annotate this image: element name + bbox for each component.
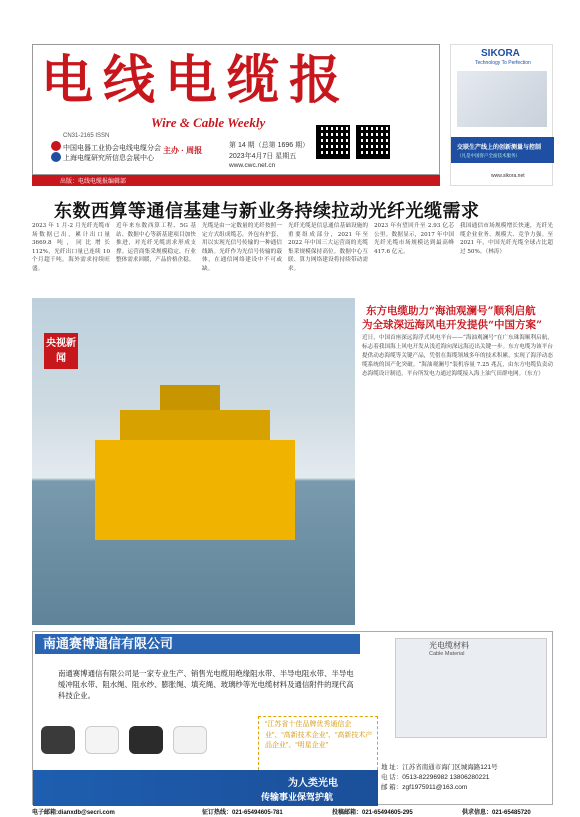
footer: [32, 807, 553, 817]
footer-supply: 供求信息：021-65485720: [462, 810, 531, 816]
article-column-6: 我国通信市场规模增长快速，光纤光缆企业业务、规模大、竞争力强。至 2021 年，中国光纤光缆全球占比超过 50%。（林涛）: [460, 223, 553, 255]
ad-address: 地 址：江苏省南通市海门区城海路121号: [381, 764, 498, 771]
article-column-2: 近年来东数西算工程、5G 基站、数据中心等新基建项目加快推进，对光纤光缆需求形成支撑。运营商集采规模稳定，行业整体需求回暖，产品价格企稳。: [116, 223, 196, 264]
lead-headline: 东数西算等通信基建与新业务持续拉动光纤光缆需求: [54, 201, 480, 222]
ad-contact: [381, 763, 498, 793]
sikora-logo: SIKORA: [481, 48, 520, 59]
ad-description: 南通赛博通信有限公司是一家专业生产、销售光电缆用绝缘阻水带、半导电阻水带、半导电缓冲阻水带、阻水绳、阻水纱、膨胀绳、填充绳、玻璃纱等光电缆材料及通信附件的现代高科技企业。: [58, 669, 354, 700]
ad-phone: 电 话：0513-82296982 13806280221: [381, 774, 490, 781]
sikora-subline: （凡是中国客户全面技术服务）: [457, 153, 520, 158]
publication-type: 主办 · 周报: [163, 146, 203, 155]
product-image: [41, 726, 75, 754]
article-column-3: 光缆是由一定数量的光纤按照一定方式组成缆芯，外包有护套，用以实现光信号传输的一种通信线路。光纤作为光信号传输的载体，在通信网络建设中不可或缺。: [202, 223, 282, 272]
org-seal-icon: [51, 141, 61, 151]
website-link[interactable]: www.cwc.net.cn: [229, 162, 276, 169]
qr-code-icon-2: [356, 125, 390, 159]
footer-submission: 投稿邮箱：021-65494605-295: [332, 810, 413, 816]
cable-material-title: 光电缆材料: [429, 641, 469, 650]
product-label: 半导电阻水带: [37, 758, 68, 764]
newspaper-logo: 电线电缆报: [41, 50, 352, 111]
sikora-product-image: [457, 71, 547, 127]
issn: CN31-2165 ISSN: [63, 133, 110, 139]
product-label: 半导电阻水带: [129, 758, 160, 764]
issue-number: 第 14 期（总第 1696 期）: [229, 142, 310, 149]
ad-honors: “江苏省十佳品牌优秀通信企业”、“高新技术企业”、“高新技术产品企业”、“明星企业”: [265, 721, 373, 749]
issue-date: 2023年4月7日 星期五: [229, 153, 297, 160]
article-column-4: 光纤光缆是信息通信基础设施的重要组成部分，2021 年至 2022 年中国三大运营商的光缆集采规模保持高位。数据中心互联、算力网络建设将持续带动需求。: [288, 223, 368, 272]
ad-slogan-1: 为人类光电: [288, 778, 338, 789]
article-column-5: 2023 年有望回升至 2.93 亿芯公里。数据显示，2017 年中国光纤光缆市场规模达到最高峰 417.6 亿元。: [374, 223, 454, 255]
product-label: 阻水纱: [179, 758, 195, 764]
sikora-website[interactable]: www.sikora.net: [491, 173, 525, 179]
story-body: 近日，中国首座深远海浮式风电平台——“海油观澜号”在广东珠海顺利启航，标志着我国海上风电开发从浅近海向深远海迈出关键一步。东方电缆为该平台提供动态海缆等关键产品，凭借在海缆领域多年的技术积累，实现了海洋动态缆系统的国产化突破。“海油观澜号”装机容量 7.25 兆瓦，由东方电缆负责动态海缆设计制造，平台所发电力通过海缆接入海上油气田群电网。（东方）: [362, 335, 553, 377]
newspaper-logo-english: Wire & Cable Weekly: [151, 115, 266, 130]
story-subheadline: 为全球深远海风电开发提供“中国方案”: [362, 319, 543, 331]
cctv-news-badge: 央视新闻: [44, 333, 78, 369]
org-seal-icon-2: [51, 152, 61, 162]
qr-code-icon: [316, 125, 350, 159]
story-headline: 东方电缆助力“海油观澜号”顺利启航: [366, 305, 536, 317]
organizer-2: 上海电缆研究所信息会展中心: [63, 155, 154, 162]
product-image: [85, 726, 119, 754]
masthead: [32, 44, 440, 175]
ad-slogan-2: 传输事业保驾护航: [261, 792, 334, 802]
cable-material-image: [395, 638, 547, 738]
cable-material-title-en: Cable Material: [429, 651, 465, 657]
sikora-tagline: Technology To Perfection: [475, 60, 531, 66]
sikora-ad[interactable]: [450, 44, 553, 186]
footer-email[interactable]: 电子邮箱:dianxdb@secri.com: [32, 810, 115, 816]
publisher-line: 出版：电线电缆报编辑部: [60, 179, 127, 185]
saibo-ad[interactable]: [32, 631, 553, 805]
product-label: 绝缘阻水带: [85, 758, 111, 764]
article-column-1: 2023 年 1 月-2 月光纤光缆市场数据已出，累计出口量 3669.8 吨，同比增长 112%，光纤出口量已连续 10 个月超千吨。海外需求持续旺盛。: [32, 223, 110, 272]
product-image: [173, 726, 207, 754]
ad-company-name: 南通赛博通信有限公司: [35, 634, 360, 654]
product-image: [129, 726, 163, 754]
platform-hull: [95, 440, 295, 540]
footer-subscription: 征订热线：021-65494605-781: [202, 810, 283, 816]
sikora-headline: 交联生产线上的创新测量与控制: [457, 145, 542, 151]
organizer-1: 中国电器工业协会电线电缆分会: [63, 145, 161, 152]
ad-email[interactable]: 邮 箱：zgf1975911@163.com: [381, 784, 468, 791]
